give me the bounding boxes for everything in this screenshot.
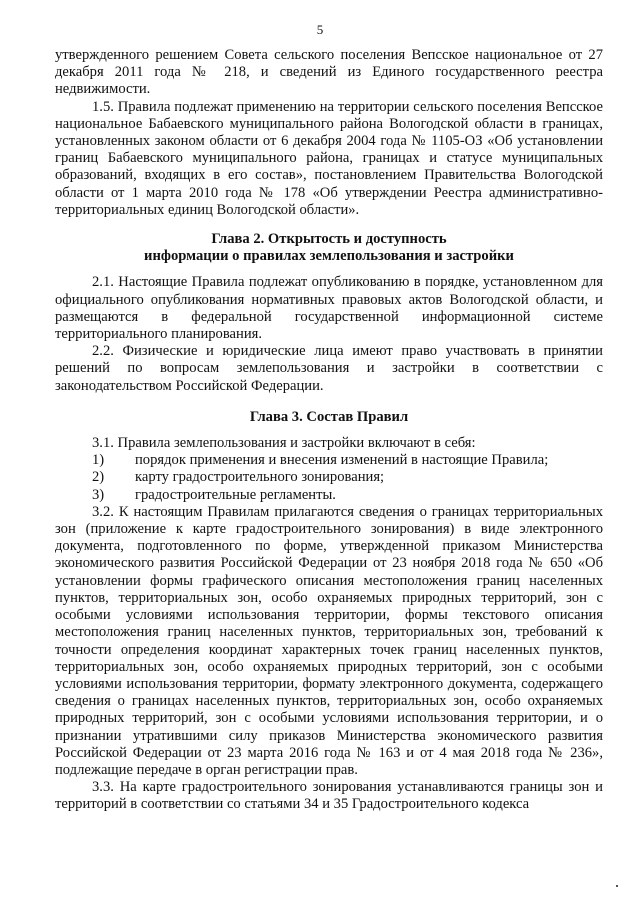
list-item-text: карту градостроительного зонирования; xyxy=(135,469,385,486)
paragraph-2-1: 2.1. Настоящие Правила подлежат опубликованию в порядке, установленном для официального опубликования нормативных правовых актов Вологодской области, и размещаются в федеральной государственной информационной системе территориального планирования. xyxy=(55,274,603,343)
list-item xyxy=(55,469,603,486)
paragraph-3-1: 3.1. Правила землепользования и застройки включают в себя: xyxy=(92,435,476,452)
chapter-3-heading-block xyxy=(55,409,603,426)
list-item-number: 3) xyxy=(92,486,105,503)
list-item xyxy=(55,452,603,469)
paragraph-2-2: 2.2. Физические и юридические лица имеют право участвовать в принятии решений по вопросам землепользования и застройки в соответствии с законодательством Российской Федерации. xyxy=(55,343,603,394)
document-body xyxy=(55,47,603,814)
list-item-number: 1) xyxy=(92,452,105,469)
chapter-3-heading: Глава 3. Состав Правил xyxy=(249,408,409,425)
chapter-2-heading-line-2: информации о правилах землепользования и застройки xyxy=(144,248,514,265)
paragraph-continuation: утвержденного решением Совета сельского поселения Вепсское национальное от 27 декабря 2011 года № 218, и сведений из Единого государственного реестра недвижимости. xyxy=(55,47,603,98)
scan-speck xyxy=(616,885,618,887)
list-item-number: 2) xyxy=(92,469,105,486)
list-item xyxy=(55,487,603,504)
list-item-text: порядок применения и внесения изменений в настоящие Правила; xyxy=(135,452,549,469)
paragraph-1-5: 1.5. Правила подлежат применению на территории сельского поселения Вепсское национальное Бабаевского муниципального района Вологодской области в границах, установленных законом области от 6 декабря 2004 года № 1105-ОЗ «Об установлении границ Бабаевского муниципального района, границах и статусе муниципальных образований, входящих в его состав», постановлением Правительства Вологодской области от 1 марта 2010 года № 178 «Об утверждении Реестра административно-территориальных единиц Вологодской области». xyxy=(55,98,603,218)
chapter-2-heading-line-1: Глава 2. Открытость и доступность xyxy=(211,231,447,248)
paragraph-3-2: 3.2. К настоящим Правилам прилагаются сведения о границах территориальных зон (приложение к карте градостроительного зонирования) в виде электронного документа, подготовленного по форме, утвержденной приказом Министерства экономического развития Российской Федерации от 23 ноября 2018 года № 650 «Об установлении формы графического описания местоположения границ населенных пунктов, территориальных зон, особо охраняемых природных территорий, зон с особыми условиями использования территории, формы текстового описания местоположения границ населенных пунктов, территориальных зон, требований к точности определения координат характерных точек границ населенных пунктов, территориальных зон, особо охраняемых природных территорий, зон с особыми условиями использования территории, формату электронного документа, содержащего сведения о границах населенных пунктов, территориальных зон, особо охраняемых природных территорий, зон с особыми условиями использования территории, и о признании утратившими силу приказов Министерства экономического развития Российской Федерации от 23 марта 2016 года № 163 и от 4 мая 2018 года № 236», подлежащие передаче в орган регистрации прав. xyxy=(55,503,603,778)
paragraph-3-3: 3.3. На карте градостроительного зонирования устанавливаются границы зон и территорий в соответствии со статьями 34 и 35 Градостроительного кодекса xyxy=(55,779,603,813)
page-number: 5 xyxy=(316,22,324,37)
chapter-2-heading xyxy=(55,231,603,265)
list-item-text: градостроительные регламенты. xyxy=(135,486,336,503)
